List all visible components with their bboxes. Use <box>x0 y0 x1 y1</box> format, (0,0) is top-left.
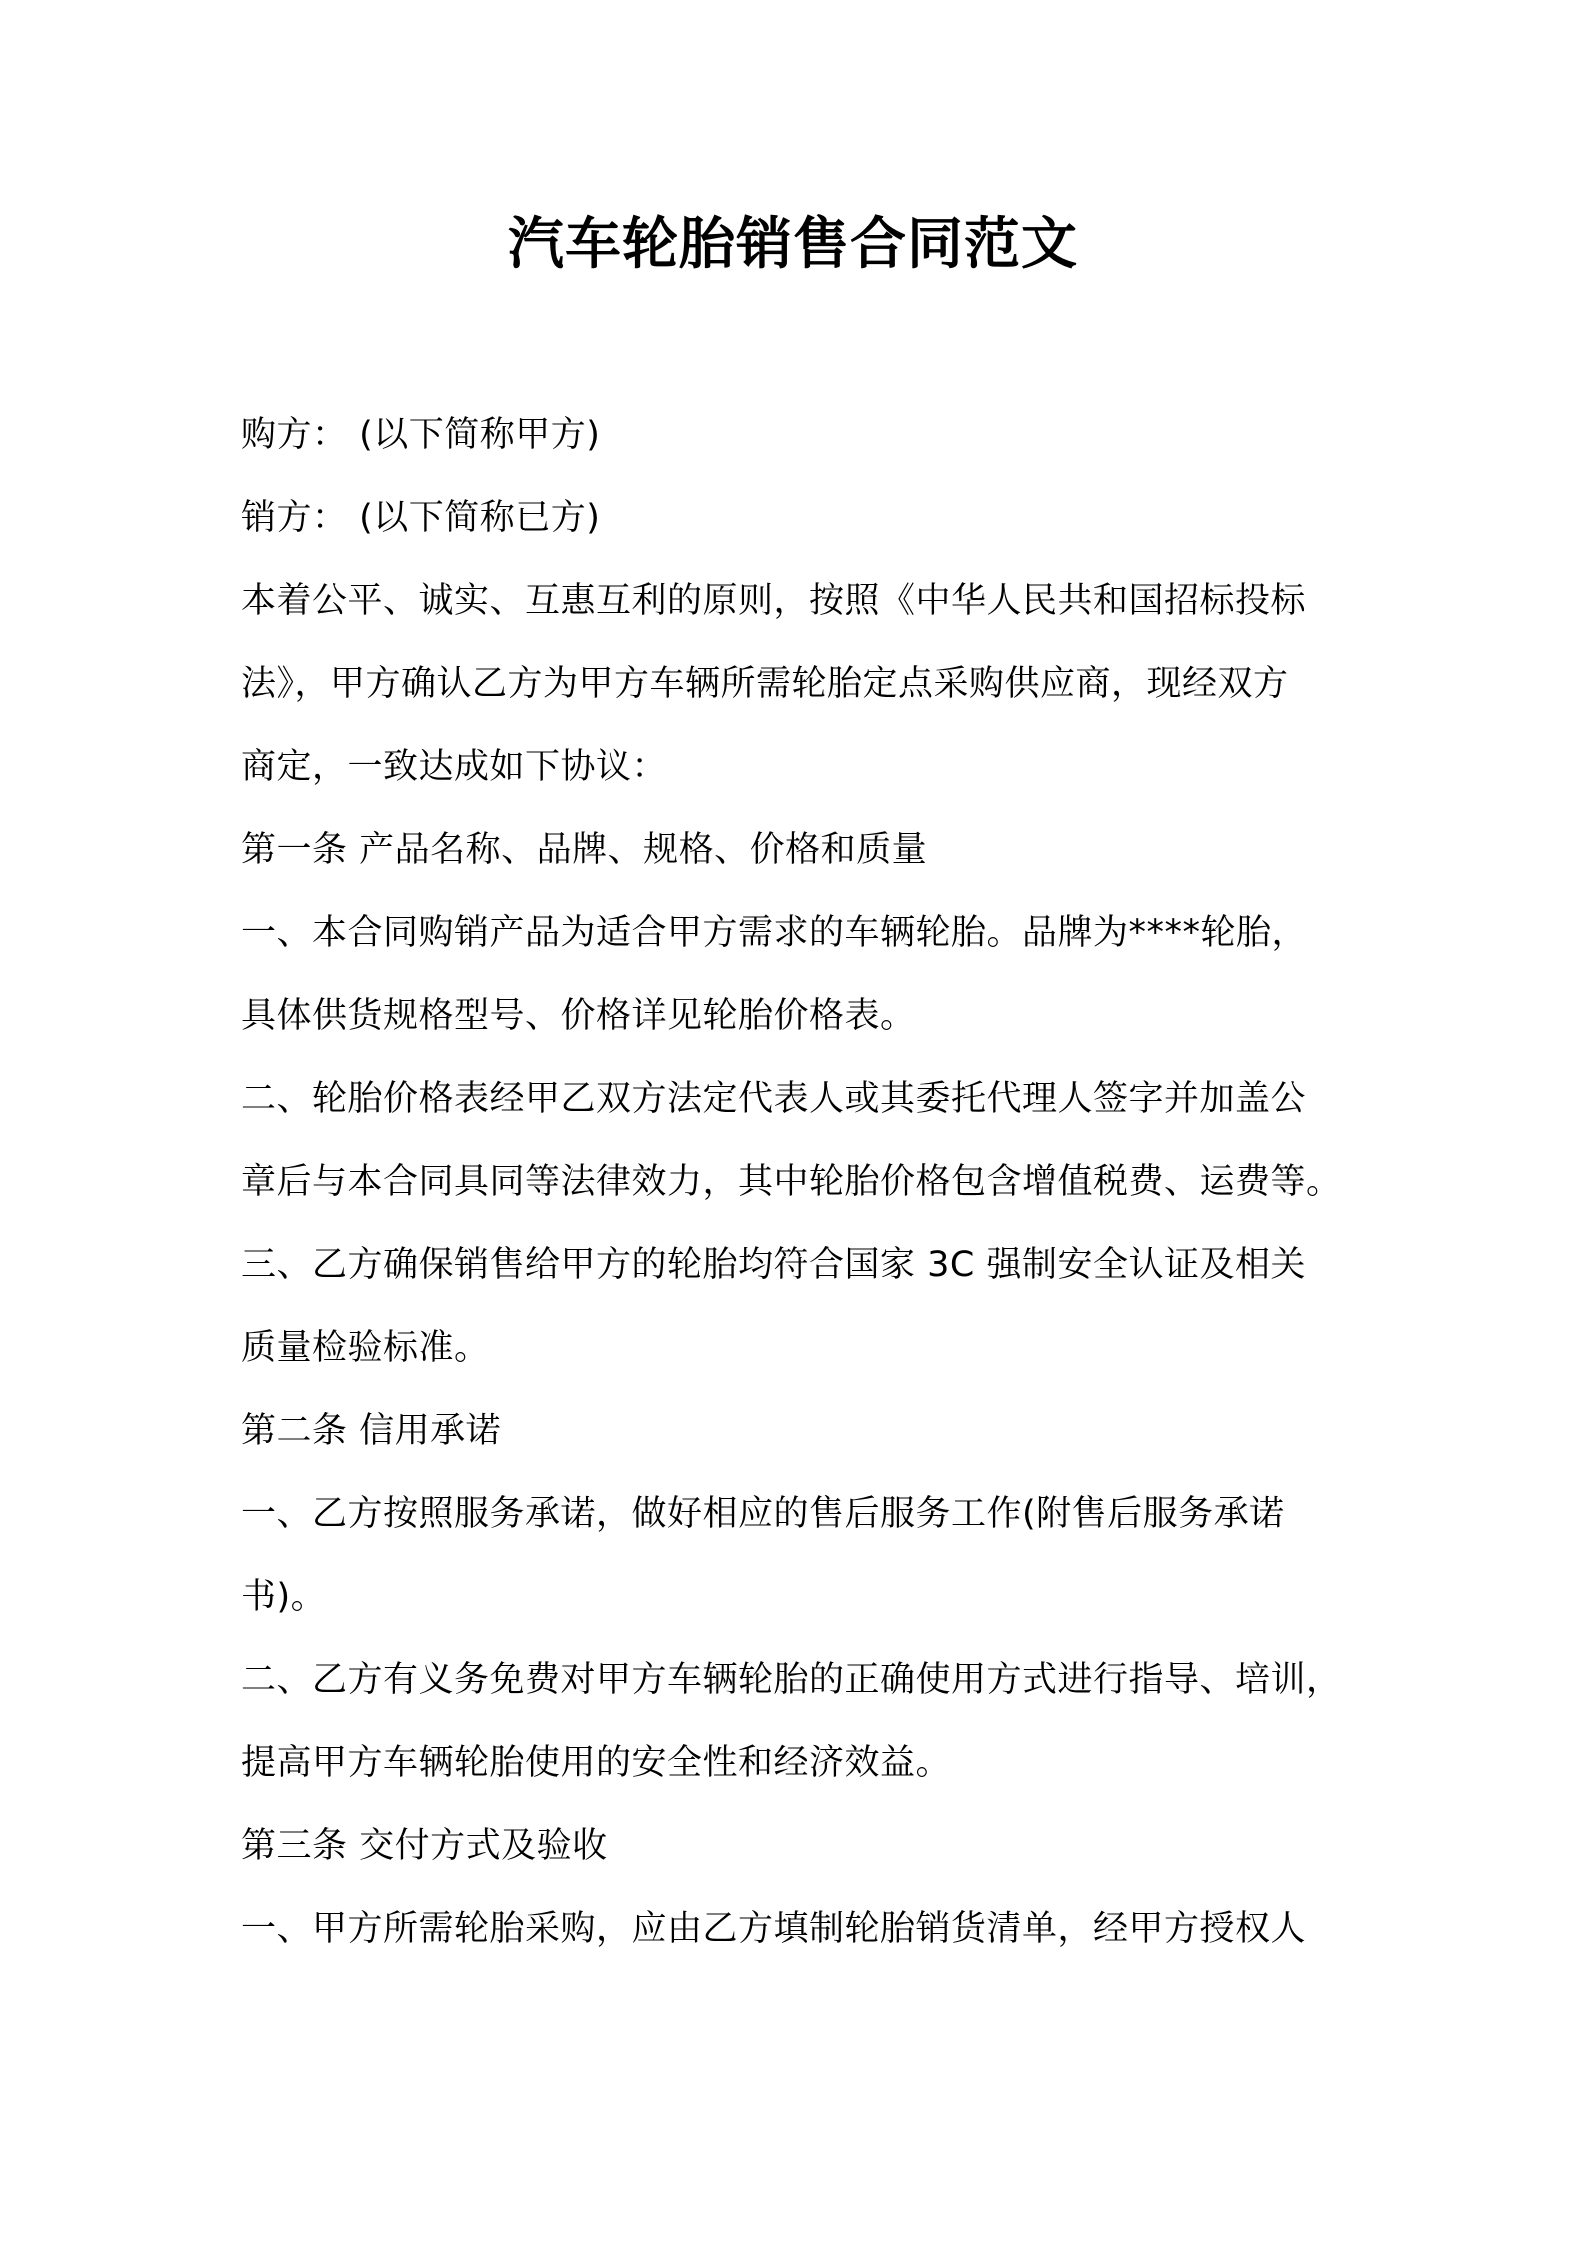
section-heading: 第二条 信用承诺 <box>241 1411 502 1451</box>
section-heading: 第三条 交付方式及验收 <box>241 1826 608 1866</box>
body-line: 质量检验标准。 <box>241 1328 490 1368</box>
body-line: 商定，一致达成如下协议： <box>241 747 668 787</box>
body-line: 法》，甲方确认乙方为甲方车辆所需轮胎定点采购供应商，现经双方 <box>241 664 1289 704</box>
body-line: 一、乙方按照服务承诺，做好相应的售后服务工作(附售后服务承诺 <box>241 1494 1285 1534</box>
document-title: 汽车轮胎销售合同范文 <box>508 212 1078 277</box>
seller-line: 销方： (以下简称已方) <box>241 498 601 538</box>
body-line: 一、本合同购销产品为适合甲方需求的车辆轮胎。品牌为****轮胎， <box>241 913 1308 953</box>
body-line: 本着公平、诚实、互惠互利的原则，按照《中华人民共和国招标投标 <box>241 581 1307 621</box>
body-line: 二、乙方有义务免费对甲方车辆轮胎的正确使用方式进行指导、培训， <box>241 1660 1342 1700</box>
buyer-line: 购方： (以下简称甲方) <box>241 415 601 455</box>
body-line: 书)。 <box>241 1577 327 1617</box>
body-line: 提高甲方车辆轮胎使用的安全性和经济效益。 <box>241 1743 952 1783</box>
body-line: 具体供货规格型号、价格详见轮胎价格表。 <box>241 996 916 1036</box>
body-line: 二、轮胎价格表经甲乙双方法定代表人或其委托代理人签字并加盖公 <box>241 1079 1307 1119</box>
body-line: 一、甲方所需轮胎采购，应由乙方填制轮胎销货清单，经甲方授权人 <box>241 1909 1307 1949</box>
body-line: 章后与本合同具同等法律效力，其中轮胎价格包含增值税费、运费等。 <box>241 1162 1342 1202</box>
body-line: 三、乙方确保销售给甲方的轮胎均符合国家 3C 强制安全认证及相关 <box>241 1245 1306 1285</box>
section-heading: 第一条 产品名称、品牌、规格、价格和质量 <box>241 830 928 870</box>
